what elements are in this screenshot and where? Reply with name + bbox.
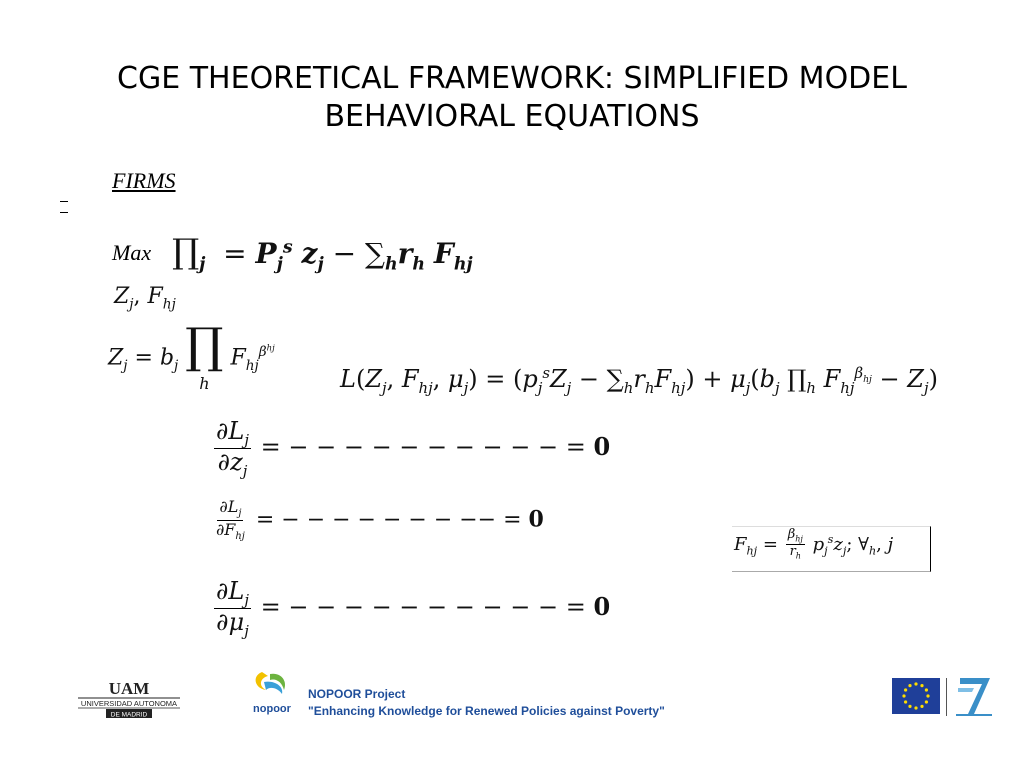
uam-name-line1: UNIVERSIDAD AUTONOMA [80, 699, 178, 708]
footer-text [308, 686, 665, 720]
bullet-dash [60, 212, 68, 213]
profit-objective-equation: $\prod_j = P_j^s$ $z_j - \sum_hr_h$ $F_{hj}$ [172, 232, 473, 275]
nopoor-logo [248, 668, 296, 716]
title-line-2: BEHAVIORAL EQUATIONS [324, 99, 700, 134]
production-function: $Z_j = b_j$ ∏ h $F_{hj}^{\beta^{hj}}$ [108, 318, 275, 393]
max-label: Max [112, 240, 152, 265]
footer-tagline: "Enhancing Knowledge for Renewed Policies against Poverty" [308, 704, 665, 718]
foc-f-equation: $\frac{\partial L_j}{\partial F_{hj}}$ = − − − − − − − −− = 0 [216, 497, 544, 543]
nopoor-logo-text: nopoor [253, 703, 291, 715]
uam-logo-text: UAM [108, 679, 150, 698]
title-line-1: CGE THEORETICAL FRAMEWORK: SIMPLIFIED MODEL [117, 61, 907, 96]
choice-variables: $Z_j$, $F_{hj}$ [114, 284, 176, 313]
section-heading-firms: FIRMS [112, 168, 176, 193]
foc-mu-equation: $\frac{\partial L_j}{\partial\mu_j}$ = − − − − − − − − − − = 0 [216, 577, 611, 640]
lagrangian-equation: $L(Z_j$, $F_{hj}$, $\mu_j) = (p_j^sZ_j - \sum_hr_hF_{hj}) + \mu_j(b_j$ $\prod_h$ $F_{hj}^{\beta_{hj}} - Z_j$) [340, 364, 938, 397]
fp7-logo [952, 674, 996, 718]
bullet-dash [60, 201, 68, 202]
foc-z-equation: $\frac{\partial L_j}{\partial z_j}$ = − − − − − − − − − − = 0 [216, 417, 611, 480]
factor-demand-equation: $F_{hj}$ = $\frac{\beta_{hj}}{r_h}$ $p_j^sz_j$; $\forall_h$, j [734, 527, 894, 562]
footer-project: NOPOOR Project [308, 687, 406, 701]
uam-logo [76, 678, 182, 718]
logo-divider [946, 678, 947, 716]
eu-flag-icon [892, 678, 940, 714]
uam-name-line2: DE MADRID [110, 711, 148, 718]
slide-title [0, 60, 1024, 136]
